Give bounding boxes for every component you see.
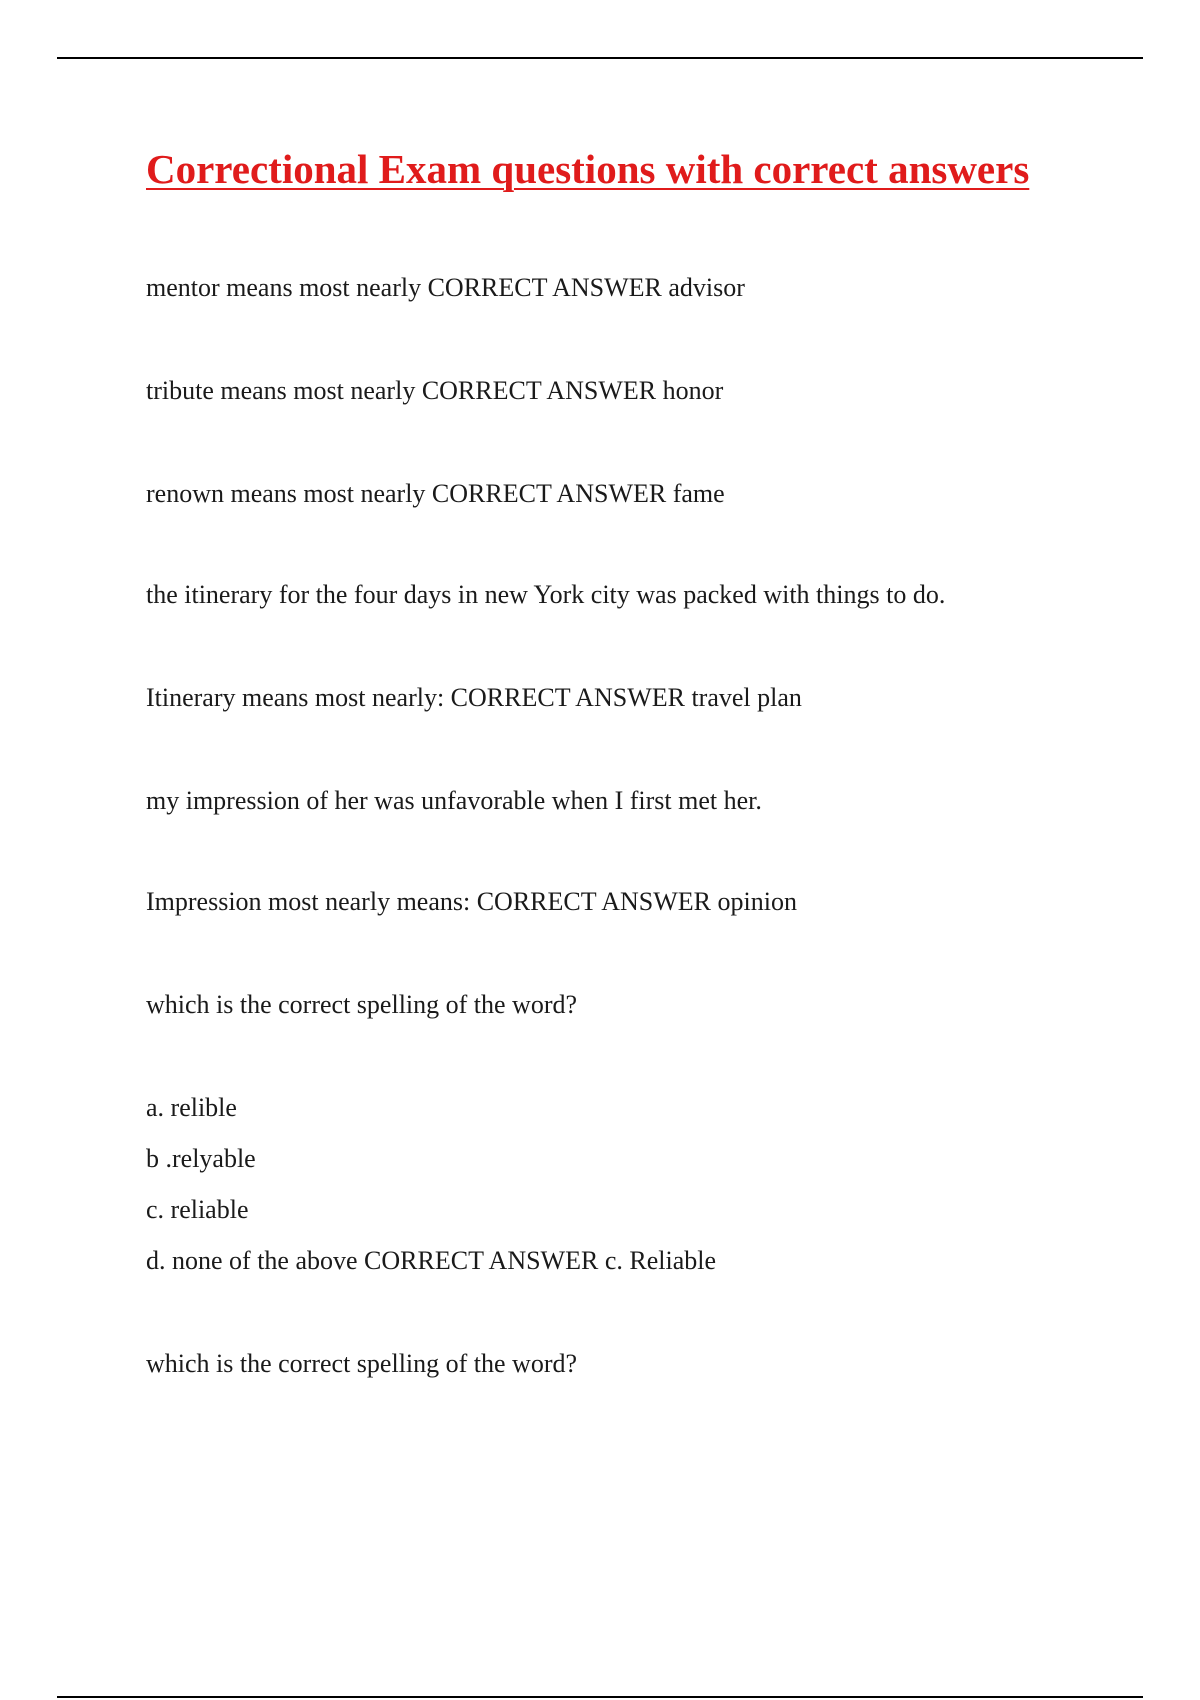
question-line-mentor: mentor means most nearly CORRECT ANSWER advisor: [146, 273, 745, 302]
top-rule: [57, 57, 1143, 59]
option-d-answer: d. none of the above CORRECT ANSWER c. Reliable: [146, 1246, 716, 1275]
question-line-impression: Impression most nearly means: CORRECT ANSWER opinion: [146, 887, 797, 916]
option-a: a. relible: [146, 1093, 237, 1122]
option-b: b .relyable: [146, 1144, 256, 1173]
option-c: c. reliable: [146, 1195, 249, 1224]
question-line-spelling: which is the correct spelling of the word?: [146, 990, 578, 1019]
question-line-itinerary: Itinerary means most nearly: CORRECT ANSWER travel plan: [146, 683, 802, 712]
document-title: Correctional Exam questions with correct answers: [146, 146, 1030, 192]
bottom-rule: [57, 1696, 1143, 1698]
question-line-tribute: tribute means most nearly CORRECT ANSWER honor: [146, 376, 724, 405]
context-sentence-impression: my impression of her was unfavorable when I first met her.: [146, 786, 762, 815]
question-line-renown: renown means most nearly CORRECT ANSWER fame: [146, 479, 725, 508]
question-line-spelling-2: which is the correct spelling of the word?: [146, 1349, 578, 1378]
context-sentence-itinerary: the itinerary for the four days in new York city was packed with things to do.: [146, 580, 946, 609]
